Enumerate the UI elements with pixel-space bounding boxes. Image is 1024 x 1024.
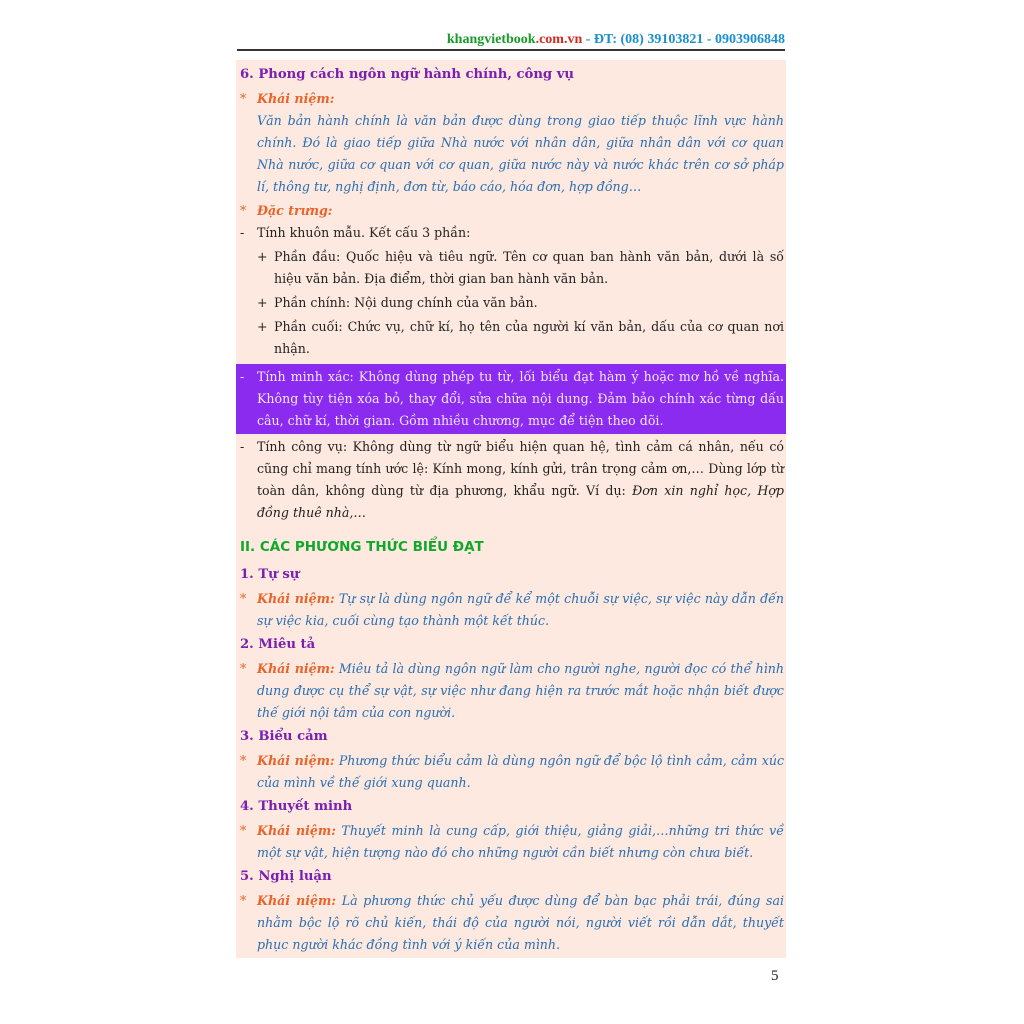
part-2-title: II. CÁC PHƯƠNG THỨC BIỂU ĐẠT	[240, 539, 484, 555]
plus-bullet: +	[257, 295, 268, 310]
dash-bullet: -	[240, 369, 245, 384]
method-heading: 2. Miêu tả	[240, 637, 316, 652]
method-heading: 4. Thuyết minh	[240, 799, 353, 814]
plus-bullet: +	[257, 249, 268, 264]
method-text: Tự sự là dùng ngôn ngữ để kể một chuỗi sự việc, sự việc này dẫn đến sự việc kia, cuối cùng tạo thành một kết thúc.	[257, 591, 784, 628]
concept-label: Khái niệm:	[257, 91, 335, 106]
method-definition	[240, 820, 784, 864]
plus-bullet: +	[257, 319, 268, 334]
method-heading: 1. Tự sự	[240, 567, 300, 582]
method-text: Thuyết minh là cung cấp, giới thiệu, giảng giải,…những tri thức về một sự vật, hiện tượng nào đó cho những người cần biết nhưng còn chưa biết.	[257, 823, 784, 860]
concept-label: Khái niệm:	[257, 753, 335, 768]
sub-text: Phần đầu: Quốc hiệu và tiêu ngữ. Tên cơ quan ban hành văn bản, dưới là số hiệu văn bản. Địa điểm, thời gian ban hành văn bản.	[274, 249, 784, 286]
asterisk-bullet: *	[240, 753, 247, 768]
sub-text: Phần chính: Nội dung chính của văn bản.	[274, 295, 538, 310]
concept-heading	[240, 88, 784, 110]
dash-bullet: -	[240, 439, 245, 454]
publisher-site: khangvietbook	[446, 32, 536, 47]
feature-example: Đơn xin nghỉ học, Hợp đồng thuê nhà,…	[257, 483, 784, 520]
page-header	[237, 30, 785, 50]
asterisk-bullet: *	[240, 591, 247, 606]
concept-label: Khái niệm:	[257, 823, 336, 838]
sub-item	[240, 246, 784, 290]
feature-item	[240, 222, 784, 244]
feature-item	[240, 436, 784, 524]
publisher-contact: - ĐT: (08) 39103821 - 0903906848	[582, 32, 785, 47]
concept-label: Khái niệm:	[257, 591, 335, 606]
method-list	[240, 564, 784, 956]
content-box	[236, 60, 786, 958]
method-definition	[240, 658, 784, 724]
method-definition	[240, 890, 784, 956]
sub-item	[240, 292, 784, 314]
concept-label: Khái niệm:	[257, 893, 337, 908]
concept-text: Văn bản hành chính là văn bản được dùng trong giao tiếp thuộc lĩnh vực hành chính. Đó là giao tiếp giữa Nhà nước với nhân dân, giữa nhân dân với cơ quan Nhà nước, giữa cơ quan với cơ quan, giữa nước này và nước khác trên cơ sở pháp lí, thông tư, nghị định, đơn từ, báo cáo, hóa đơn, hợp đồng…	[257, 113, 784, 194]
sub-item	[240, 316, 784, 360]
method-heading: 5. Nghị luận	[240, 869, 332, 884]
feature-heading	[240, 200, 784, 222]
method-definition	[240, 588, 784, 632]
publisher-domain: .com.vn	[535, 32, 583, 47]
dash-bullet: -	[240, 225, 245, 240]
page-number: 5	[771, 968, 779, 984]
feature-label: Đặc trưng:	[257, 203, 333, 218]
asterisk-bullet: *	[240, 203, 247, 218]
header-rule	[237, 49, 785, 51]
method-heading: 3. Biểu cảm	[240, 729, 328, 744]
method-text: Là phương thức chủ yếu được dùng để bàn bạc phải trái, đúng sai nhằm bộc lộ rõ chủ kiến, thái độ của người nói, người viết rồi dẫn dắt, thuyết phục người khác đồng tình với ý kiến của mình.	[257, 893, 785, 952]
feature-text: Tính minh xác: Không dùng phép tu từ, lối biểu đạt hàm ý hoặc mơ hồ về nghĩa. Không tùy tiện xóa bỏ, thay đổi, sửa chữa nội dung. Đảm bảo chính xác từng dấu câu, chữ kí, thời gian. Gồm nhiều chương, mục để tiện theo dõi.	[257, 369, 784, 428]
asterisk-bullet: *	[240, 893, 247, 908]
sub-text: Phần cuối: Chức vụ, chữ kí, họ tên của người kí văn bản, dấu của cơ quan nơi nhận.	[274, 319, 784, 356]
feature-text: Tính công vụ: Không dùng từ ngữ biểu hiện quan hệ, tình cảm cá nhân, nếu có cũng chỉ mang tính ước lệ: Kính mong, kính gửi, trân trọng cảm ơn,… Dùng lớp từ toàn dân, không dùng từ địa phương, khẩu ngữ. Ví dụ:	[257, 439, 784, 498]
asterisk-bullet: *	[240, 823, 247, 838]
asterisk-bullet: *	[240, 661, 247, 676]
concept-label: Khái niệm:	[257, 661, 335, 676]
method-text: Miêu tả là dùng ngôn ngữ làm cho người nghe, người đọc có thể hình dung được cụ thể sự vật, sự việc như đang hiện ra trước mắt hoặc nhận biết được thế giới nội tâm của con người.	[257, 661, 785, 720]
method-text: Phương thức biểu cảm là dùng ngôn ngữ để bộc lộ tình cảm, cảm xúc của mình về thế giới xung quanh.	[257, 753, 784, 790]
method-definition	[240, 750, 784, 794]
section-6-title: 6. Phong cách ngôn ngữ hành chính, công vụ	[240, 67, 574, 82]
feature-text: Tính khuôn mẫu. Kết cấu 3 phần:	[257, 225, 471, 240]
highlighted-feature-item	[236, 364, 786, 434]
asterisk-bullet: *	[240, 91, 247, 106]
